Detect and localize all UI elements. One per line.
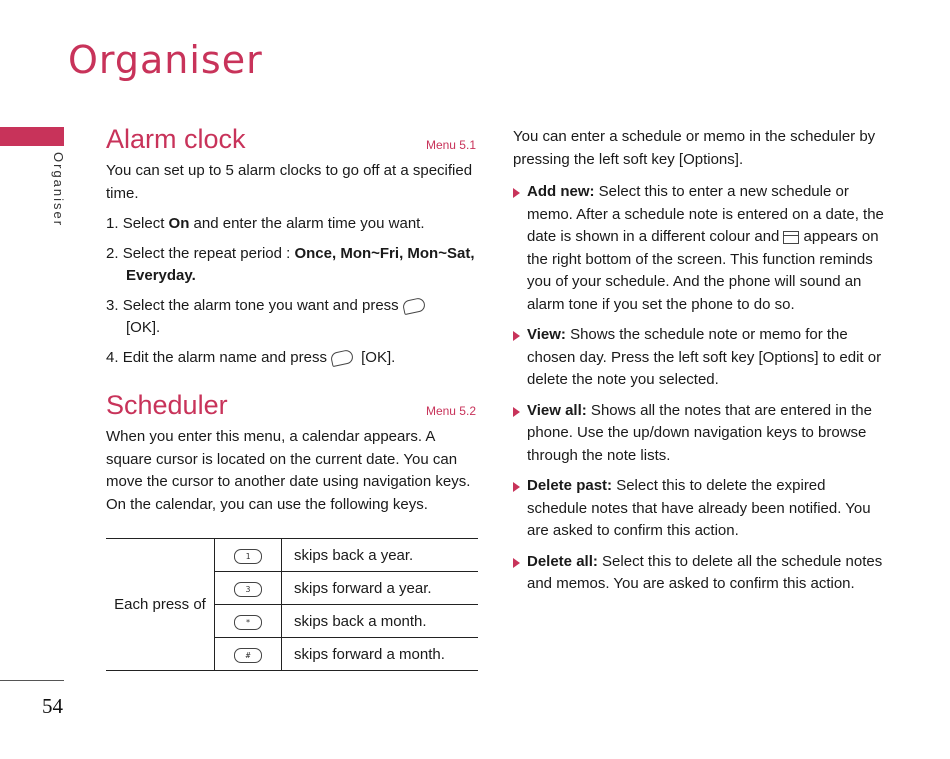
key-description: skips back a year. (282, 539, 479, 572)
scheduler-menu-ref: Menu 5.2 (425, 404, 476, 418)
scheduler-intro: When you enter this menu, a calendar appears. A square cursor is located on the current date. You can move the cursor to another date using navigation keys. On the calendar, you can use the following keys. (106, 428, 471, 513)
scheduler-section-title: Scheduler (106, 390, 228, 420)
scheduler-options-intro: You can enter a schedule or memo in the scheduler by pressing the left soft key [Options]. (513, 128, 876, 168)
key-star-icon: * (234, 615, 262, 630)
left-soft-key-icon (401, 296, 425, 314)
scheduler-section-header (106, 390, 476, 426)
alarm-step: 1. Select On and enter the alarm time you want. (106, 215, 425, 232)
schedule-note-icon (783, 231, 799, 244)
scheduler-key-table (106, 538, 478, 671)
key-hash-icon: # (234, 648, 262, 663)
alarm-step: 3. Select the alarm tone you want and press [OK]. (106, 295, 476, 340)
alarm-step: 2. Select the repeat period : Once, Mon~Fri, Mon~Sat, Everyday. (106, 244, 475, 284)
chapter-side-label: Organiser (51, 152, 66, 228)
alarm-section-title: Alarm clock (106, 124, 246, 154)
page-number-rule (0, 680, 64, 681)
list-item: View all: Shows all the notes that are entered in the phone. Use the up/down navigation keys to browse through the note lists. (513, 400, 885, 468)
key-description: skips back a month. (282, 605, 479, 638)
list-item: Delete all: Select this to delete all the schedule notes and memos. You are asked to confirm this action. (513, 551, 885, 596)
page-title: Organiser (68, 38, 263, 82)
list-item: Add new: Select this to enter a new schedule or memo. After a schedule note is entered on a date, the date is shown in a different colour and appears on the right bottom of the screen. This function reminds you of your schedule. And the phone will sound an alarm tone if you set the phone to do so. (513, 181, 885, 316)
alarm-section-header (106, 124, 476, 160)
alarm-intro: You can set up to 5 alarm clocks to go off at a specified time. (106, 162, 473, 202)
chapter-tab-marker (0, 127, 64, 146)
key-1-icon: 1 (234, 549, 262, 564)
left-soft-key-icon (330, 348, 354, 366)
alarm-step: 4. Edit the alarm name and press [OK]. (106, 348, 396, 366)
key-description: skips forward a month. (294, 645, 445, 663)
table-row (106, 539, 478, 572)
alarm-steps (106, 213, 476, 369)
right-column (513, 126, 885, 604)
key-description: skips forward a year. (282, 572, 479, 605)
bullet-icon (513, 188, 520, 198)
left-column (106, 124, 476, 671)
list-item: Delete past: Select this to delete the expired schedule notes that have already been notified. You are asked to confirm this action. (513, 475, 885, 543)
bullet-icon (513, 482, 520, 492)
scheduler-options-list (513, 181, 885, 596)
bullet-icon (513, 407, 520, 417)
bullet-icon (513, 558, 520, 568)
each-press-label: Each press of (114, 596, 206, 613)
page-number: 54 (42, 694, 63, 718)
key-3-icon: 3 (234, 582, 262, 597)
list-item: View: Shows the schedule note or memo for the chosen day. Press the left soft key [Options] to edit or delete the note you selected. (513, 324, 885, 392)
bullet-icon (513, 331, 520, 341)
alarm-menu-ref: Menu 5.1 (425, 138, 476, 152)
